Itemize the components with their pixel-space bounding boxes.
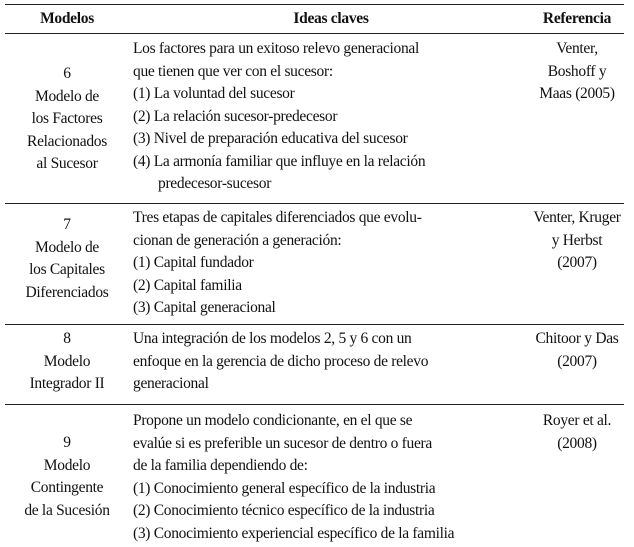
idea-line: Tres etapas de capitales diferenciados que evolu- bbox=[133, 209, 422, 226]
reference-line: (2007) bbox=[557, 254, 597, 271]
ideas-cell bbox=[133, 38, 533, 196]
model-number: 6 bbox=[63, 65, 71, 82]
idea-line: Una integración de los modelos 2, 5 y 6 con un bbox=[133, 330, 412, 347]
reference-line: (2007) bbox=[557, 352, 597, 370]
header-ideas: Ideas claves bbox=[293, 10, 369, 27]
header-models: Modelos bbox=[40, 10, 94, 27]
ideas-cell bbox=[133, 328, 533, 396]
model-number: 8 bbox=[63, 330, 71, 347]
model-name-line: Diferenciados bbox=[25, 283, 109, 301]
model-number: 9 bbox=[63, 434, 71, 451]
model-name-line: de la Sucesión bbox=[24, 501, 110, 519]
model-cell bbox=[5, 63, 129, 176]
reference-line: Royer et al. bbox=[542, 412, 612, 429]
header-rule bbox=[5, 33, 624, 34]
idea-line: Propone un modelo condicionante, en el que se bbox=[133, 412, 413, 429]
model-name-line: los Capitales bbox=[29, 261, 105, 278]
reference-cell bbox=[529, 328, 625, 373]
idea-item: (4) La armonía familiar que influye en la relación bbox=[133, 152, 426, 170]
idea-item: (2) Conocimiento técnico específico de la industria bbox=[133, 502, 435, 519]
idea-item: (2) La relación sucesor-predecesor bbox=[133, 107, 338, 125]
model-cell bbox=[5, 432, 129, 522]
idea-item-continuation: predecesor-sucesor bbox=[158, 175, 272, 192]
model-cell bbox=[5, 328, 129, 396]
ideas-cell bbox=[133, 207, 533, 320]
reference-line: Maas (2005) bbox=[539, 85, 615, 102]
idea-line: Los factores para un exitoso relevo generacional bbox=[133, 40, 419, 57]
idea-item: (2) Capital familia bbox=[133, 276, 242, 294]
reference-line: Chitoor y Das bbox=[535, 330, 619, 347]
reference-cell bbox=[529, 38, 625, 106]
idea-item: (1) Conocimiento general específico de la industria bbox=[133, 479, 436, 497]
row-rule bbox=[5, 404, 624, 405]
idea-item: (1) La voluntad del sucesor bbox=[133, 85, 295, 102]
idea-item: (1) Capital fundador bbox=[133, 254, 254, 271]
reference-line: y Herbst bbox=[551, 231, 603, 249]
model-name-line: al Sucesor bbox=[36, 155, 98, 172]
reference-cell bbox=[529, 207, 625, 275]
model-name-line: Relacionados bbox=[27, 132, 107, 150]
idea-item: (3) Nivel de preparación educativa del sucesor bbox=[133, 130, 408, 147]
idea-item: (3) Conocimiento experiencial específico de la familia bbox=[133, 524, 455, 542]
idea-line: generacional bbox=[133, 375, 209, 392]
ideas-cell bbox=[133, 410, 533, 545]
idea-line: enfoque en la gerencia de dicho proceso de relevo bbox=[133, 352, 429, 370]
idea-line: cionan de generación a generación: bbox=[133, 231, 342, 249]
idea-line: que tienen que ver con el sucesor: bbox=[133, 62, 333, 80]
table-top-rule bbox=[5, 4, 624, 5]
idea-item: (3) Capital generacional bbox=[133, 299, 276, 316]
reference-line: Boshoff y bbox=[547, 62, 607, 80]
row-rule bbox=[5, 203, 624, 204]
reference-line: Venter, Kruger bbox=[533, 209, 621, 226]
model-name-line: Contingente bbox=[30, 479, 104, 496]
model-name-line: Modelo bbox=[43, 352, 91, 370]
reference-line: Venter, bbox=[556, 40, 598, 57]
model-name-line: Modelo bbox=[43, 456, 91, 474]
model-number: 7 bbox=[63, 216, 71, 233]
model-cell bbox=[5, 214, 129, 304]
model-name-line: los Factores bbox=[31, 110, 103, 127]
idea-line: de la familia dependiendo de: bbox=[133, 457, 308, 474]
model-name-line: Modelo de bbox=[34, 87, 100, 105]
header-reference: Referencia bbox=[542, 10, 612, 27]
reference-line: (2008) bbox=[557, 434, 597, 452]
idea-line: evalúe si es preferible un sucesor de dentro o fuera bbox=[133, 434, 433, 452]
row-rule bbox=[5, 324, 624, 325]
model-name-line: Modelo de bbox=[34, 238, 100, 256]
reference-cell bbox=[529, 410, 625, 455]
model-name-line: Integrador II bbox=[29, 375, 105, 392]
